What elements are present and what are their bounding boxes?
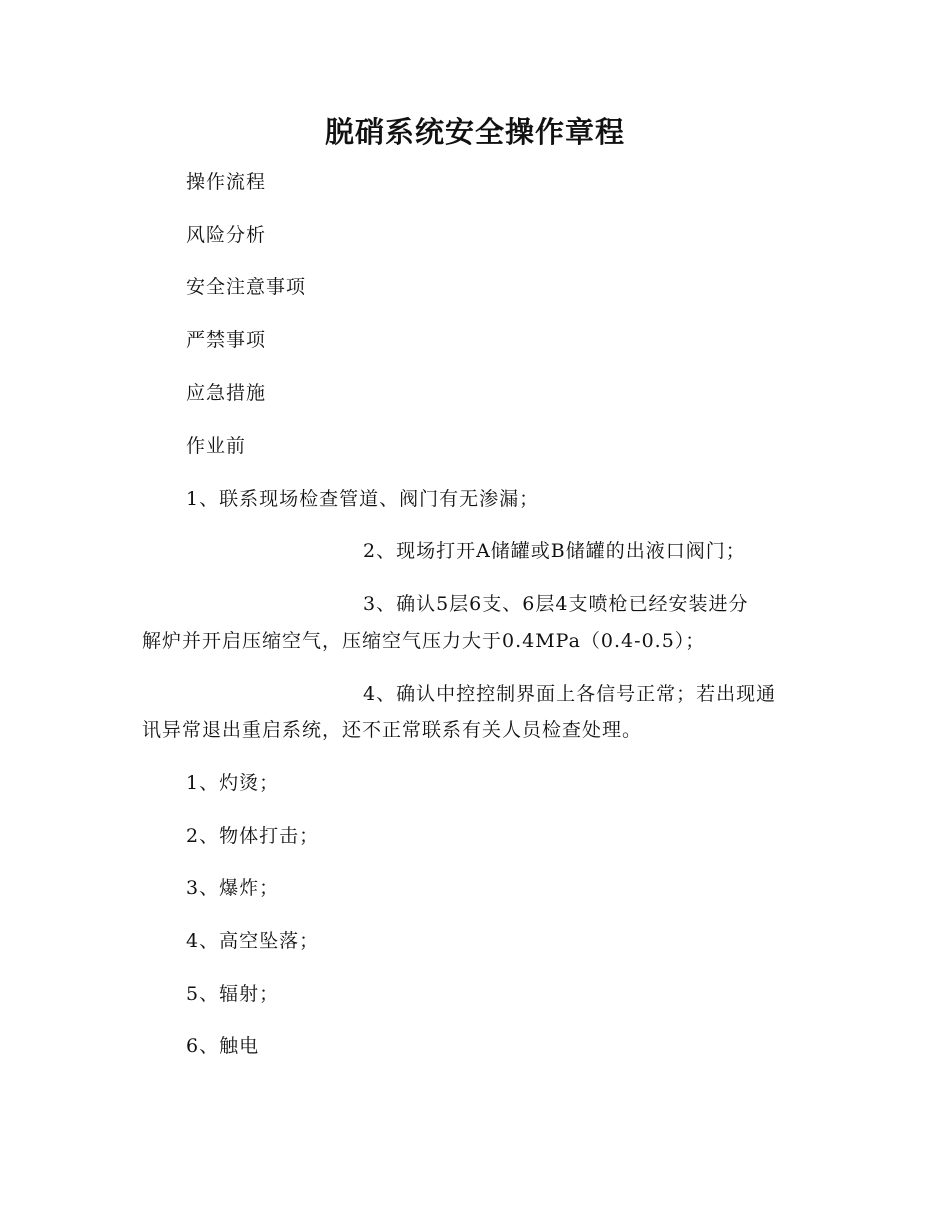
risk-item-3: 3、爆炸； <box>186 877 280 899</box>
section-heading-prohibitions: 严禁事项 <box>186 329 267 351</box>
paragraph-step-1: 1、联系现场检查管道、阀门有无渗漏； <box>186 488 540 510</box>
section-heading-before-work: 作业前 <box>186 435 247 457</box>
paragraph-step-3-line-1: 3、确认5层6支、6层4支喷枪已经安装进分 <box>363 593 749 615</box>
risk-item-4: 4、高空坠落； <box>186 930 320 952</box>
section-heading-risk-analysis: 风险分析 <box>186 224 267 246</box>
document-title: 脱硝系统安全操作章程 <box>324 115 625 149</box>
risk-item-1: 1、灼烫； <box>186 772 280 794</box>
risk-item-5: 5、辐射； <box>186 983 280 1005</box>
paragraph-step-4-line-2: 讯异常退出重启系统，还不正常联系有关人员检查处理。 <box>142 719 643 741</box>
paragraph-step-4-line-1: 4、确认中控控制界面上各信号正常；若出现通 <box>363 683 777 705</box>
section-heading-safety-notes: 安全注意事项 <box>186 276 307 298</box>
section-heading-emergency-measures: 应急措施 <box>186 382 267 404</box>
paragraph-step-2: 2、现场打开A储罐或B储罐的出液口阀门； <box>363 540 746 562</box>
risk-item-2: 2、物体打击； <box>186 825 320 847</box>
paragraph-step-3-line-2: 解炉并开启压缩空气，压缩空气压力大于0.4MPa（0.4-0.5）； <box>142 630 706 652</box>
risk-item-6: 6、触电 <box>186 1035 260 1057</box>
section-heading-operation-flow: 操作流程 <box>186 171 267 193</box>
